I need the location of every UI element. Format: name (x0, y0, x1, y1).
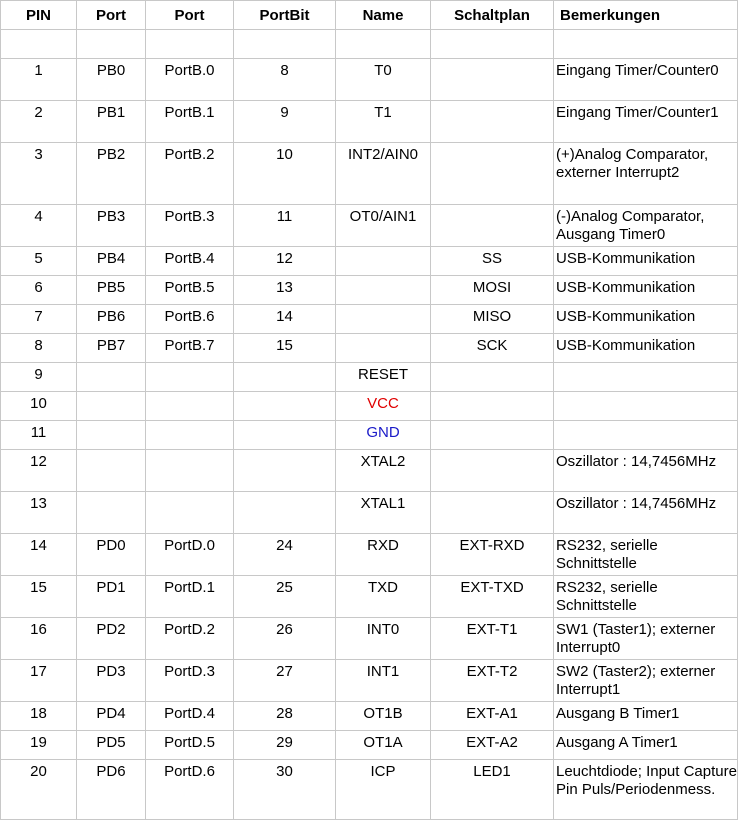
portbit-cell (234, 363, 336, 392)
port-cell: PB0 (77, 59, 146, 101)
port-cell (77, 421, 146, 450)
pin-cell: 10 (1, 392, 77, 421)
pin-cell: 20 (1, 760, 77, 820)
port-cell: PD0 (77, 534, 146, 576)
header-bemerkungen: Bemerkungen (554, 1, 738, 30)
table-row (1, 276, 738, 305)
portbit-cell: 9 (234, 101, 336, 143)
port-cell: PD3 (77, 660, 146, 702)
port-cell: PD1 (77, 576, 146, 618)
table-row (1, 143, 738, 205)
table-row (1, 450, 738, 492)
schaltplan-cell (431, 101, 554, 143)
pin-cell: 1 (1, 59, 77, 101)
port-name-cell (146, 421, 234, 450)
header-port-name: Port (146, 1, 234, 30)
pin-cell: 16 (1, 618, 77, 660)
pin-cell: 4 (1, 205, 77, 247)
name-cell: T0 (336, 59, 431, 101)
port-name-cell (146, 363, 234, 392)
port-cell: PB4 (77, 247, 146, 276)
remark-cell: USB-Kommunikation (554, 305, 738, 334)
remark-cell: Oszillator : 14,7456MHz (554, 450, 738, 492)
pin-cell: 14 (1, 534, 77, 576)
schaltplan-cell (431, 143, 554, 205)
port-name-cell: PortB.2 (146, 143, 234, 205)
table-row (1, 492, 738, 534)
port-name-cell (146, 450, 234, 492)
name-cell: ICP (336, 760, 431, 820)
portbit-cell: 11 (234, 205, 336, 247)
portbit-cell (234, 30, 336, 59)
port-name-cell: PortD.6 (146, 760, 234, 820)
portbit-cell: 10 (234, 143, 336, 205)
name-cell: INT2/AIN0 (336, 143, 431, 205)
port-cell (77, 30, 146, 59)
portbit-cell: 28 (234, 702, 336, 731)
port-name-cell: PortB.4 (146, 247, 234, 276)
table-row (1, 576, 738, 618)
port-cell (77, 492, 146, 534)
table-row (1, 421, 738, 450)
name-cell: VCC (336, 392, 431, 421)
portbit-cell (234, 421, 336, 450)
schaltplan-cell: EXT-T1 (431, 618, 554, 660)
port-name-cell (146, 392, 234, 421)
pin-cell (1, 30, 77, 59)
table-row (1, 363, 738, 392)
port-cell (77, 450, 146, 492)
table-row (1, 59, 738, 101)
pin-cell: 7 (1, 305, 77, 334)
name-cell: OT0/AIN1 (336, 205, 431, 247)
name-cell (336, 247, 431, 276)
port-name-cell: PortD.0 (146, 534, 234, 576)
pin-cell: 6 (1, 276, 77, 305)
name-cell (336, 305, 431, 334)
pin-cell: 15 (1, 576, 77, 618)
pin-cell: 18 (1, 702, 77, 731)
portbit-cell (234, 392, 336, 421)
portbit-cell: 27 (234, 660, 336, 702)
schaltplan-cell (431, 30, 554, 59)
name-cell: OT1A (336, 731, 431, 760)
name-cell: INT0 (336, 618, 431, 660)
port-cell: PB1 (77, 101, 146, 143)
remark-cell (554, 392, 738, 421)
name-cell: INT1 (336, 660, 431, 702)
port-cell: PB2 (77, 143, 146, 205)
port-name-cell: PortD.5 (146, 731, 234, 760)
table-row (1, 534, 738, 576)
schaltplan-cell (431, 59, 554, 101)
remark-cell: RS232, serielle Schnittstelle (554, 534, 738, 576)
remark-cell: Eingang Timer/Counter0 (554, 59, 738, 101)
table-row (1, 305, 738, 334)
schaltplan-cell (431, 492, 554, 534)
port-name-cell (146, 30, 234, 59)
remark-cell: Eingang Timer/Counter1 (554, 101, 738, 143)
remark-cell: Ausgang A Timer1 (554, 731, 738, 760)
port-cell (77, 392, 146, 421)
pin-cell: 2 (1, 101, 77, 143)
schaltplan-cell: EXT-A2 (431, 731, 554, 760)
table-row (1, 205, 738, 247)
port-name-cell: PortD.1 (146, 576, 234, 618)
name-cell: XTAL1 (336, 492, 431, 534)
header-row (1, 1, 738, 30)
remark-cell (554, 363, 738, 392)
name-cell: TXD (336, 576, 431, 618)
remark-cell: (+)Analog Comparator, externer Interrupt2 (554, 143, 738, 205)
portbit-cell: 13 (234, 276, 336, 305)
port-cell: PD4 (77, 702, 146, 731)
remark-cell: USB-Kommunikation (554, 334, 738, 363)
port-name-cell: PortB.6 (146, 305, 234, 334)
schaltplan-cell (431, 450, 554, 492)
name-cell: RXD (336, 534, 431, 576)
pin-cell: 5 (1, 247, 77, 276)
name-cell: OT1B (336, 702, 431, 731)
name-cell: T1 (336, 101, 431, 143)
port-cell: PB5 (77, 276, 146, 305)
port-cell: PD6 (77, 760, 146, 820)
name-cell (336, 276, 431, 305)
port-name-cell: PortB.0 (146, 59, 234, 101)
remark-cell: Leuchtdiode; Input Capture Pin Puls/Periodenmess. (554, 760, 738, 820)
remark-cell: USB-Kommunikation (554, 276, 738, 305)
port-name-cell: PortD.2 (146, 618, 234, 660)
schaltplan-cell: EXT-RXD (431, 534, 554, 576)
port-cell: PD5 (77, 731, 146, 760)
remark-cell: (-)Analog Comparator, Ausgang Timer0 (554, 205, 738, 247)
portbit-cell: 8 (234, 59, 336, 101)
port-name-cell: PortB.5 (146, 276, 234, 305)
table-row (1, 101, 738, 143)
schaltplan-cell: MOSI (431, 276, 554, 305)
schaltplan-cell: EXT-TXD (431, 576, 554, 618)
port-name-cell: PortB.1 (146, 101, 234, 143)
port-cell (77, 363, 146, 392)
header-name: Name (336, 1, 431, 30)
table-row (1, 30, 738, 59)
schaltplan-cell: SCK (431, 334, 554, 363)
remark-cell: Oszillator : 14,7456MHz (554, 492, 738, 534)
remark-cell: SW1 (Taster1); externer Interrupt0 (554, 618, 738, 660)
name-cell (336, 30, 431, 59)
portbit-cell: 12 (234, 247, 336, 276)
header-pin: PIN (1, 1, 77, 30)
port-cell: PD2 (77, 618, 146, 660)
port-cell: PB7 (77, 334, 146, 363)
port-name-cell: PortB.3 (146, 205, 234, 247)
schaltplan-cell: EXT-A1 (431, 702, 554, 731)
port-name-cell: PortD.3 (146, 660, 234, 702)
port-name-cell (146, 492, 234, 534)
schaltplan-cell: MISO (431, 305, 554, 334)
name-cell: GND (336, 421, 431, 450)
portbit-cell (234, 450, 336, 492)
name-cell: XTAL2 (336, 450, 431, 492)
pin-cell: 19 (1, 731, 77, 760)
schaltplan-cell (431, 392, 554, 421)
schaltplan-cell: EXT-T2 (431, 660, 554, 702)
table-row (1, 731, 738, 760)
schaltplan-cell: LED1 (431, 760, 554, 820)
port-cell: PB6 (77, 305, 146, 334)
schaltplan-cell (431, 421, 554, 450)
header-schaltplan: Schaltplan (431, 1, 554, 30)
pin-cell: 11 (1, 421, 77, 450)
port-name-cell: PortD.4 (146, 702, 234, 731)
header-portbit: PortBit (234, 1, 336, 30)
name-cell: RESET (336, 363, 431, 392)
port-cell: PB3 (77, 205, 146, 247)
header-port: Port (77, 1, 146, 30)
portbit-cell: 25 (234, 576, 336, 618)
table-row (1, 334, 738, 363)
table-row (1, 392, 738, 421)
pin-cell: 8 (1, 334, 77, 363)
port-name-cell: PortB.7 (146, 334, 234, 363)
portbit-cell: 29 (234, 731, 336, 760)
remark-cell: SW2 (Taster2); externer Interrupt1 (554, 660, 738, 702)
portbit-cell: 14 (234, 305, 336, 334)
pin-cell: 13 (1, 492, 77, 534)
table-row (1, 702, 738, 731)
portbit-cell: 24 (234, 534, 336, 576)
table-row (1, 247, 738, 276)
portbit-cell: 30 (234, 760, 336, 820)
table-row (1, 760, 738, 820)
portbit-cell: 26 (234, 618, 336, 660)
remark-cell: RS232, serielle Schnittstelle (554, 576, 738, 618)
pin-cell: 3 (1, 143, 77, 205)
remark-cell (554, 421, 738, 450)
schaltplan-cell (431, 363, 554, 392)
pin-cell: 9 (1, 363, 77, 392)
remark-cell (554, 30, 738, 59)
remark-cell: Ausgang B Timer1 (554, 702, 738, 731)
portbit-cell (234, 492, 336, 534)
table-row (1, 660, 738, 702)
remark-cell: USB-Kommunikation (554, 247, 738, 276)
pin-cell: 12 (1, 450, 77, 492)
schaltplan-cell (431, 205, 554, 247)
name-cell (336, 334, 431, 363)
portbit-cell: 15 (234, 334, 336, 363)
pin-cell: 17 (1, 660, 77, 702)
table-row (1, 618, 738, 660)
schaltplan-cell: SS (431, 247, 554, 276)
